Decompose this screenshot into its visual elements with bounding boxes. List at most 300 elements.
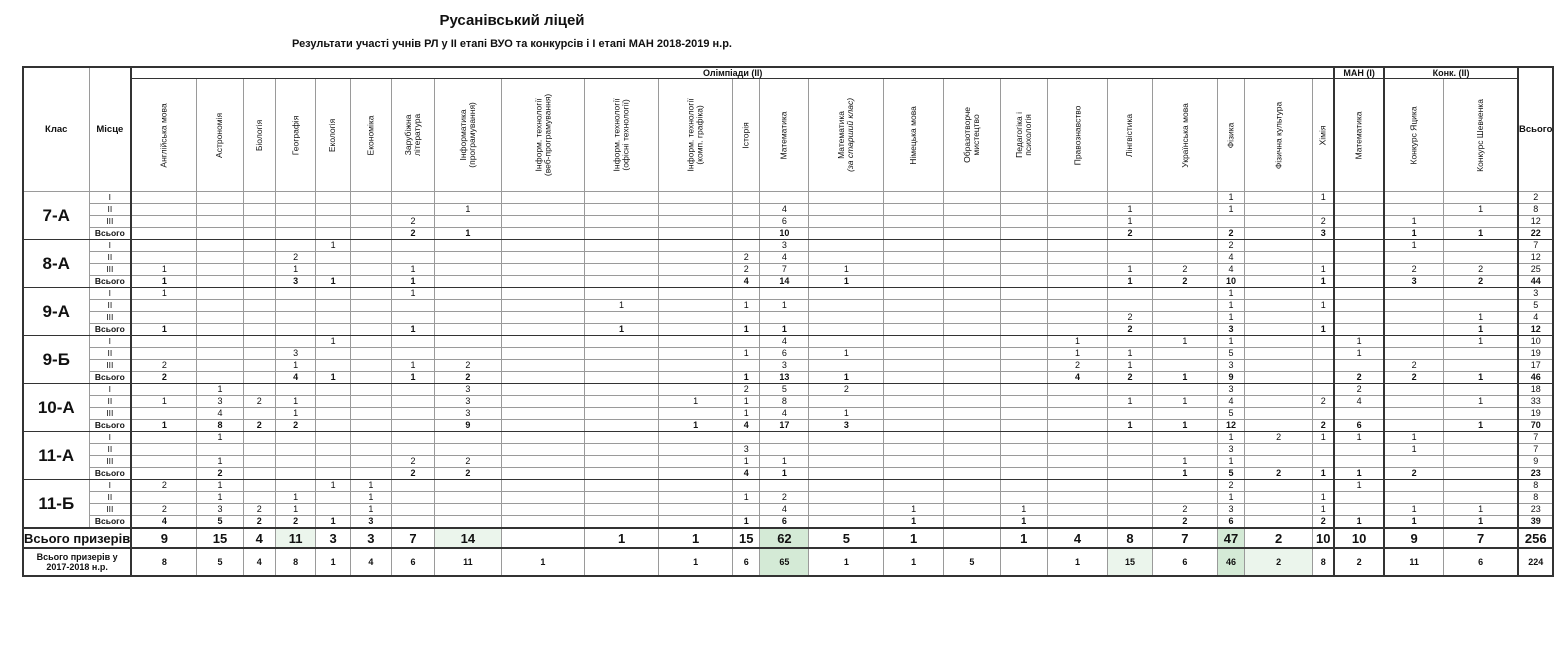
value-cell: 1	[1108, 216, 1152, 228]
value-cell	[435, 480, 502, 492]
value-cell	[350, 288, 391, 300]
value-cell	[1244, 384, 1312, 396]
value-cell	[243, 288, 275, 300]
grand-total-row	[23, 528, 1553, 548]
value-cell: 14	[760, 276, 809, 288]
value-cell	[585, 396, 659, 408]
table-row	[23, 480, 1553, 492]
value-cell	[350, 312, 391, 324]
value-cell	[1244, 456, 1312, 468]
value-cell: 4	[733, 468, 760, 480]
value-cell: 4	[760, 252, 809, 264]
value-cell	[659, 384, 733, 396]
value-cell	[884, 408, 944, 420]
value-cell	[350, 468, 391, 480]
summary-cell: 1	[809, 548, 884, 576]
value-cell	[585, 372, 659, 384]
value-cell: 2	[391, 216, 434, 228]
value-cell	[1384, 312, 1444, 324]
value-cell	[1047, 456, 1108, 468]
value-cell	[884, 432, 944, 444]
value-cell: 1	[391, 324, 434, 336]
summary-cell: 46	[1218, 548, 1245, 576]
table-row	[23, 444, 1553, 456]
summary-cell: 7	[391, 528, 434, 548]
row-total: 4	[1518, 312, 1553, 324]
value-cell: 2	[435, 468, 502, 480]
value-cell: 1	[1334, 432, 1384, 444]
subject-name-line: Конкурс Шевченка	[1475, 98, 1486, 172]
value-cell	[1047, 324, 1108, 336]
value-cell	[435, 348, 502, 360]
value-cell	[943, 432, 1000, 444]
table-row	[23, 252, 1553, 264]
value-cell	[943, 216, 1000, 228]
value-cell: 1	[733, 456, 760, 468]
value-cell	[275, 468, 316, 480]
value-cell: 1	[1444, 516, 1518, 529]
value-cell	[243, 408, 275, 420]
summary-cell: 1	[1000, 528, 1047, 548]
value-cell	[316, 504, 350, 516]
value-cell	[884, 228, 944, 240]
value-cell	[659, 456, 733, 468]
value-cell	[659, 264, 733, 276]
value-cell	[197, 444, 243, 456]
value-cell: 1	[350, 492, 391, 504]
value-cell	[943, 252, 1000, 264]
row-total: 3	[1518, 288, 1553, 300]
summary-cell: 1	[501, 548, 584, 576]
value-cell	[1384, 384, 1444, 396]
value-cell	[1047, 192, 1108, 204]
value-cell	[1444, 444, 1518, 456]
value-cell	[1152, 324, 1218, 336]
subject-name	[1180, 103, 1189, 168]
value-cell	[1000, 492, 1047, 504]
value-cell	[501, 468, 584, 480]
value-cell: 6	[1218, 516, 1245, 529]
value-cell	[1047, 384, 1108, 396]
value-cell	[1218, 216, 1245, 228]
subject-name	[1355, 111, 1364, 159]
value-cell: 1	[1384, 228, 1444, 240]
value-cell: 4	[1218, 396, 1245, 408]
value-cell	[316, 432, 350, 444]
value-cell: 2	[275, 516, 316, 529]
value-cell	[585, 432, 659, 444]
value-cell	[884, 372, 944, 384]
page-title: Русанівський ліцей	[439, 12, 585, 29]
table-row	[23, 396, 1553, 408]
header-vsogo: Всього	[1518, 67, 1553, 192]
value-cell	[197, 324, 243, 336]
value-cell: 6	[760, 516, 809, 529]
subject-header	[659, 79, 733, 192]
subject-name	[909, 106, 918, 165]
value-cell	[435, 312, 502, 324]
value-cell	[1000, 372, 1047, 384]
subject-name-line: (програмування)	[466, 102, 477, 168]
value-cell	[733, 312, 760, 324]
value-cell	[197, 264, 243, 276]
summary-cell: 7	[1444, 528, 1518, 548]
value-cell	[391, 408, 434, 420]
value-cell: 3	[1218, 444, 1245, 456]
value-cell	[1444, 288, 1518, 300]
value-cell: 3	[1218, 504, 1245, 516]
value-cell: 1	[1108, 360, 1152, 372]
value-cell: 1	[760, 300, 809, 312]
place-cell: Всього	[89, 372, 131, 384]
value-cell	[1000, 336, 1047, 348]
value-cell	[884, 348, 944, 360]
value-cell	[1152, 444, 1218, 456]
header-row-subjects	[23, 79, 1553, 192]
value-cell	[501, 216, 584, 228]
subject-name	[1073, 105, 1082, 165]
previous-year-row-label: Всього призерів у 2017-2018 н.р.	[23, 548, 131, 576]
value-cell: 2	[391, 228, 434, 240]
value-cell	[1444, 192, 1518, 204]
value-cell	[391, 420, 434, 432]
value-cell	[943, 444, 1000, 456]
value-cell	[585, 516, 659, 529]
value-cell	[316, 444, 350, 456]
value-cell	[1244, 480, 1312, 492]
value-cell	[884, 336, 944, 348]
row-total: 7	[1518, 432, 1553, 444]
value-cell	[809, 432, 884, 444]
value-cell	[884, 300, 944, 312]
value-cell: 3	[197, 504, 243, 516]
subject-header	[733, 79, 760, 192]
value-cell	[1313, 240, 1334, 252]
value-cell	[1244, 228, 1312, 240]
value-cell	[585, 288, 659, 300]
value-cell	[1047, 516, 1108, 529]
value-cell: 2	[1313, 420, 1334, 432]
value-cell	[1334, 456, 1384, 468]
value-cell: 4	[760, 504, 809, 516]
value-cell	[391, 312, 434, 324]
subject-name	[1015, 112, 1033, 158]
value-cell	[1444, 408, 1518, 420]
value-cell	[1000, 228, 1047, 240]
summary-cell: 9	[1384, 528, 1444, 548]
value-cell: 3	[1218, 360, 1245, 372]
subject-name	[742, 122, 751, 148]
value-cell: 2	[1152, 276, 1218, 288]
value-cell	[585, 204, 659, 216]
value-cell	[809, 480, 884, 492]
value-cell: 2	[1152, 516, 1218, 529]
summary-cell: 11	[435, 548, 502, 576]
value-cell	[350, 264, 391, 276]
subject-header	[809, 79, 884, 192]
subject-name-line: (веб-програмування)	[541, 93, 552, 177]
value-cell	[131, 348, 197, 360]
class-name: 8-А	[23, 240, 89, 288]
value-cell: 4	[131, 516, 197, 529]
value-cell: 1	[1313, 432, 1334, 444]
value-cell	[1444, 252, 1518, 264]
summary-cell: 47	[1218, 528, 1245, 548]
value-cell	[1152, 288, 1218, 300]
subject-name-line: Біологія	[253, 119, 264, 151]
value-cell: 9	[1218, 372, 1245, 384]
value-cell	[1047, 264, 1108, 276]
value-cell	[943, 240, 1000, 252]
value-cell	[1334, 216, 1384, 228]
value-cell: 1	[733, 300, 760, 312]
value-cell	[197, 240, 243, 252]
row-total: 22	[1518, 228, 1553, 240]
summary-cell	[501, 528, 584, 548]
value-cell	[659, 444, 733, 456]
value-cell	[131, 252, 197, 264]
value-cell: 3	[733, 444, 760, 456]
value-cell	[391, 480, 434, 492]
value-cell	[435, 432, 502, 444]
value-cell	[501, 432, 584, 444]
value-cell: 1	[1444, 336, 1518, 348]
value-cell: 2	[1444, 276, 1518, 288]
value-cell	[197, 192, 243, 204]
summary-cell	[1000, 548, 1047, 576]
value-cell	[197, 312, 243, 324]
value-cell	[884, 324, 944, 336]
value-cell: 1	[1152, 396, 1218, 408]
value-cell	[943, 192, 1000, 204]
value-cell: 1	[733, 396, 760, 408]
summary-cell: 4	[1047, 528, 1108, 548]
value-cell	[243, 348, 275, 360]
value-cell	[316, 360, 350, 372]
class-name: 11-Б	[23, 480, 89, 529]
subject-name-line: Зарубіжна	[403, 114, 414, 156]
value-cell	[809, 288, 884, 300]
value-cell: 1	[760, 468, 809, 480]
value-cell	[585, 480, 659, 492]
value-cell: 1	[659, 396, 733, 408]
value-cell	[501, 252, 584, 264]
subject-name	[837, 98, 855, 172]
value-cell: 1	[1108, 396, 1152, 408]
value-cell	[501, 312, 584, 324]
value-cell	[733, 432, 760, 444]
subject-name-line: (комп. графіка)	[694, 105, 705, 165]
value-cell	[131, 468, 197, 480]
value-cell	[350, 456, 391, 468]
summary-cell: 11	[275, 528, 316, 548]
value-cell: 1	[809, 276, 884, 288]
subject-header	[435, 79, 502, 192]
value-cell	[1000, 288, 1047, 300]
subject-name	[255, 119, 264, 150]
subject-name	[1227, 122, 1236, 148]
value-cell	[1047, 300, 1108, 312]
value-cell	[659, 228, 733, 240]
value-cell	[1047, 204, 1108, 216]
value-cell	[131, 492, 197, 504]
value-cell	[131, 228, 197, 240]
value-cell	[501, 504, 584, 516]
class-total-row	[23, 516, 1553, 529]
row-total: 39	[1518, 516, 1553, 529]
value-cell	[275, 228, 316, 240]
value-cell: 5	[1218, 468, 1245, 480]
value-cell: 1	[1108, 348, 1152, 360]
value-cell	[760, 432, 809, 444]
value-cell	[350, 432, 391, 444]
value-cell	[733, 360, 760, 372]
value-cell	[1047, 432, 1108, 444]
summary-cell: 8	[131, 548, 197, 576]
value-cell: 2	[435, 360, 502, 372]
summary-cell: 5	[809, 528, 884, 548]
value-cell: 1	[1152, 420, 1218, 432]
row-total: 44	[1518, 276, 1553, 288]
value-cell	[809, 516, 884, 529]
subject-header	[197, 79, 243, 192]
class-total-row	[23, 324, 1553, 336]
grand-total-row-label: Всього призерів	[23, 528, 131, 548]
value-cell	[501, 192, 584, 204]
value-cell	[501, 276, 584, 288]
subject-name	[613, 98, 631, 171]
value-cell	[243, 264, 275, 276]
value-cell	[659, 204, 733, 216]
value-cell	[1244, 192, 1312, 204]
value-cell: 1	[1334, 336, 1384, 348]
value-cell	[1000, 204, 1047, 216]
subject-name-line: Екологія	[327, 118, 338, 152]
value-cell: 10	[760, 228, 809, 240]
subject-name-line: Фізика	[1225, 122, 1236, 148]
summary-cell: 6	[1152, 548, 1218, 576]
value-cell	[316, 288, 350, 300]
value-cell	[316, 204, 350, 216]
summary-cell: 1	[316, 548, 350, 576]
place-cell: Всього	[89, 420, 131, 432]
place-cell: I	[89, 240, 131, 252]
value-cell	[733, 504, 760, 516]
value-cell	[435, 192, 502, 204]
value-cell	[391, 336, 434, 348]
value-cell	[197, 204, 243, 216]
value-cell: 4	[760, 408, 809, 420]
value-cell: 1	[1313, 504, 1334, 516]
value-cell	[391, 504, 434, 516]
value-cell: 3	[435, 384, 502, 396]
subject-name-line: Німецька мова	[908, 105, 919, 165]
table-row	[23, 432, 1553, 444]
value-cell	[243, 300, 275, 312]
value-cell	[809, 240, 884, 252]
value-cell: 4	[1047, 372, 1108, 384]
value-cell	[1244, 360, 1312, 372]
value-cell: 2	[1444, 264, 1518, 276]
subject-header	[275, 79, 316, 192]
summary-cell: 4	[350, 548, 391, 576]
subject-name	[459, 102, 477, 168]
value-cell	[1444, 456, 1518, 468]
value-cell	[943, 504, 1000, 516]
value-cell	[243, 228, 275, 240]
value-cell	[1047, 480, 1108, 492]
value-cell: 3	[809, 420, 884, 432]
value-cell: 1	[1444, 324, 1518, 336]
value-cell	[316, 408, 350, 420]
value-cell	[1047, 228, 1108, 240]
place-cell: III	[89, 312, 131, 324]
value-cell	[585, 408, 659, 420]
value-cell	[1000, 444, 1047, 456]
value-cell: 1	[1313, 492, 1334, 504]
value-cell: 2	[1334, 384, 1384, 396]
value-cell: 3	[275, 276, 316, 288]
value-cell	[809, 492, 884, 504]
value-cell	[275, 300, 316, 312]
value-cell: 1	[809, 372, 884, 384]
value-cell	[659, 492, 733, 504]
value-cell: 1	[1334, 480, 1384, 492]
value-cell	[733, 336, 760, 348]
value-cell	[391, 192, 434, 204]
value-cell: 5	[197, 516, 243, 529]
value-cell	[243, 432, 275, 444]
value-cell	[350, 420, 391, 432]
value-cell	[1313, 360, 1334, 372]
class-name: 10-А	[23, 384, 89, 432]
value-cell	[350, 252, 391, 264]
value-cell	[243, 384, 275, 396]
value-cell: 4	[1334, 396, 1384, 408]
value-cell: 1	[1218, 312, 1245, 324]
value-cell: 1	[1218, 204, 1245, 216]
value-cell	[1384, 348, 1444, 360]
value-cell: 1	[131, 288, 197, 300]
value-cell	[435, 216, 502, 228]
subject-name-line: психологія	[1022, 114, 1033, 156]
value-cell: 6	[1334, 420, 1384, 432]
class-total-row	[23, 468, 1553, 480]
value-cell	[884, 312, 944, 324]
value-cell: 1	[1334, 348, 1384, 360]
value-cell	[131, 432, 197, 444]
value-cell: 4	[733, 276, 760, 288]
value-cell: 3	[1218, 324, 1245, 336]
value-cell	[585, 384, 659, 396]
place-cell: III	[89, 456, 131, 468]
value-cell	[1108, 492, 1152, 504]
subject-name	[1410, 106, 1419, 164]
value-cell	[197, 276, 243, 288]
value-cell	[1152, 360, 1218, 372]
value-cell	[391, 396, 434, 408]
value-cell	[1047, 252, 1108, 264]
value-cell	[1334, 264, 1384, 276]
value-cell	[659, 360, 733, 372]
place-cell: III	[89, 264, 131, 276]
value-cell	[243, 468, 275, 480]
place-cell: II	[89, 492, 131, 504]
value-cell	[809, 312, 884, 324]
place-cell: I	[89, 480, 131, 492]
value-cell	[1152, 480, 1218, 492]
value-cell	[197, 300, 243, 312]
